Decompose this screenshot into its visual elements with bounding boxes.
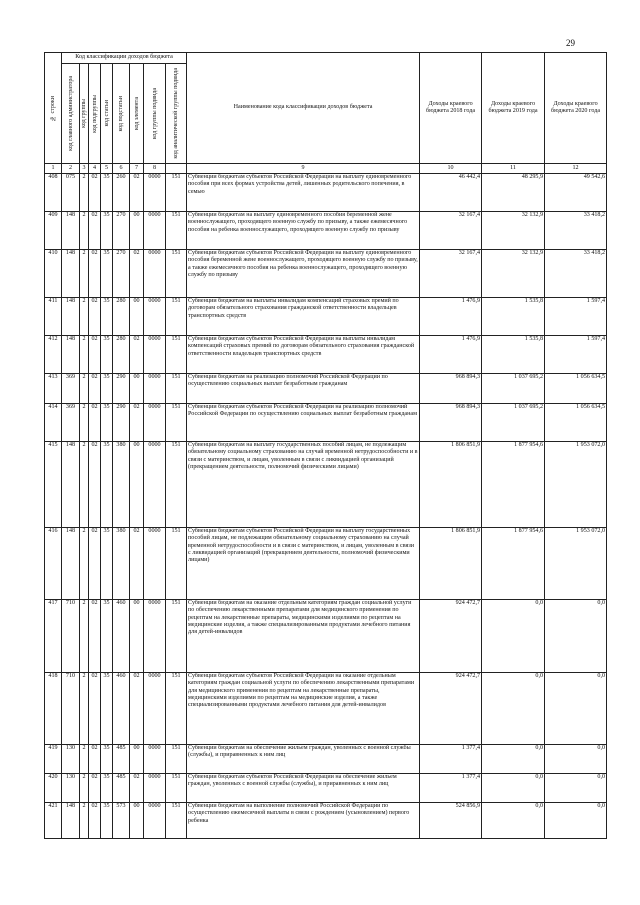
row-number-cell: 408	[45, 174, 62, 212]
subtype-group-code-cell: 0000	[144, 745, 166, 774]
income-2020-cell: 0,0	[545, 803, 607, 839]
analytic-group-code-cell: 151	[166, 336, 187, 374]
group-code-cell: 2	[80, 673, 89, 745]
element-code-header: код элемента	[130, 64, 144, 164]
income-name-cell: Субвенции бюджетам субъектов Российской Федерации на реализацию полномочий Российской Федерации по осуществлению социальных выплат безработным гражданам	[187, 404, 420, 442]
element-code-cell: 00	[130, 442, 144, 528]
year-2019-header: Доходы краевого бюджета 2019 года	[482, 53, 545, 164]
income-2019-cell: 0,0	[482, 600, 545, 673]
table-row	[45, 212, 607, 250]
subgroup-code-cell: 02	[89, 212, 101, 250]
income-2019-cell: 32 132,9	[482, 212, 545, 250]
income-2018-cell: 524 856,9	[420, 803, 482, 839]
subtype-group-code-cell: 0000	[144, 774, 166, 803]
income-2018-cell: 968 894,3	[420, 404, 482, 442]
income-2018-cell: 1 806 851,9	[420, 442, 482, 528]
income-name-cell: Субвенции бюджетам на обеспечение жильем граждан, уволенных с военной службы (службы), и приравненных к ним лиц	[187, 745, 420, 774]
row-number-cell: 416	[45, 528, 62, 600]
subtype-group-code-cell: 0000	[144, 803, 166, 839]
table-row	[45, 600, 607, 673]
income-2018-cell: 1 476,9	[420, 336, 482, 374]
element-code-cell: 02	[130, 174, 144, 212]
analytic-group-code-cell: 151	[166, 374, 187, 404]
subarticle-code-cell: 460	[113, 673, 130, 745]
row-number-cell: 412	[45, 336, 62, 374]
row-number-cell: 409	[45, 212, 62, 250]
subtype-group-code-cell: 0000	[144, 442, 166, 528]
col-num: 5	[101, 164, 113, 174]
col-num: 11	[482, 164, 545, 174]
table-row	[45, 174, 607, 212]
col-num: 9	[187, 164, 420, 174]
income-name-cell: Субвенции бюджетам субъектов Российской Федерации на выплаты инвалидам компенсаций страховых премий по договорам обязательного страхования гражданской ответственности владельцев транспортных средств	[187, 336, 420, 374]
table-row	[45, 442, 607, 528]
name-column-header: Наименование кода классификации доходов бюджета	[187, 53, 420, 164]
group-code-cell: 2	[80, 212, 89, 250]
income-2019-cell: 0,0	[482, 803, 545, 839]
income-name-cell: Субвенции бюджетам на выплату единовременного пособия беременной жене военнослужащего, проходящего военную службу по призыву, а также ежемесячного пособия на ребенка военнослужащего, проходящего военную службу по призыву	[187, 212, 420, 250]
admin-code-cell: 148	[62, 250, 80, 298]
admin-code-cell: 369	[62, 374, 80, 404]
analytic-group-code-cell: 151	[166, 745, 187, 774]
table-row	[45, 250, 607, 298]
article-code-cell: 35	[101, 250, 113, 298]
income-2019-cell: 1 037 695,2	[482, 374, 545, 404]
income-2018-cell: 1 377,4	[420, 745, 482, 774]
subtype-group-code-cell: 0000	[144, 250, 166, 298]
admin-code-cell: 710	[62, 600, 80, 673]
income-2019-cell: 1 535,8	[482, 298, 545, 336]
col-num: 12	[545, 164, 607, 174]
row-number-cell: 417	[45, 600, 62, 673]
col-num: 10	[420, 164, 482, 174]
income-name-cell: Субвенции бюджетам субъектов Российской Федерации на выплату государственных пособий лицам, не подлежащим обязательному социальному страхованию на случай временной нетрудоспособности и в связи с материнством, и лицам, уволенным в связи с ликвидацией организаций (прекращением деятельности, полномочий физическими лицами)	[187, 528, 420, 600]
income-2018-cell: 46 442,4	[420, 174, 482, 212]
subarticle-code-cell: 260	[113, 174, 130, 212]
article-code-cell: 35	[101, 600, 113, 673]
income-name-cell: Субвенции бюджетам субъектов Российской Федерации на выплату единовременного пособия беременной жене военнослужащего, проходящего военную службу по призыву, а также ежемесячного пособия на ребенка военнослужащего, проходящего военную службу по призыву	[187, 250, 420, 298]
group-code-cell: 2	[80, 336, 89, 374]
element-code-cell: 02	[130, 528, 144, 600]
article-code-cell: 35	[101, 212, 113, 250]
col-num: 7	[130, 164, 144, 174]
col-num: 3	[80, 164, 89, 174]
income-name-cell: Субвенции бюджетам на выплату государственных пособий лицам, не подлежащим обязательному социальному страхованию на случай временной нетрудоспособности и в связи с материнством, и лицам, уволенным в связи с ликвидацией организаций (прекращением деятельности, полномочий физическими лицами)	[187, 442, 420, 528]
group-code-cell: 2	[80, 174, 89, 212]
income-name-cell: Субвенции бюджетам на оказание отдельным категориям граждан социальной услуги по обеспечению лекарственными препаратами для медицинского применения по рецептам на лекарственные препараты, медицинскими изделиями по рецептам на медицинские изделия, а также специализированными продуктами лечебного питания для детей-инвалидов	[187, 600, 420, 673]
subgroup-code-header: код подгруппы	[89, 64, 101, 164]
row-number-cell: 421	[45, 803, 62, 839]
table-row	[45, 774, 607, 803]
income-2020-cell: 1 597,4	[545, 298, 607, 336]
element-code-cell: 00	[130, 803, 144, 839]
subgroup-code-cell: 02	[89, 174, 101, 212]
income-2020-cell: 0,0	[545, 673, 607, 745]
admin-code-cell: 148	[62, 442, 80, 528]
analytic-group-code-cell: 151	[166, 803, 187, 839]
income-2019-cell: 1 877 954,6	[482, 442, 545, 528]
income-2019-cell: 1 535,8	[482, 336, 545, 374]
year-2020-header: Доходы краевого бюджета 2020 года	[545, 53, 607, 164]
subarticle-code-cell: 573	[113, 803, 130, 839]
admin-code-cell: 130	[62, 774, 80, 803]
element-code-cell: 02	[130, 774, 144, 803]
income-2018-cell: 32 167,4	[420, 212, 482, 250]
subtype-group-code-cell: 0000	[144, 212, 166, 250]
article-code-cell: 35	[101, 336, 113, 374]
income-2020-cell: 49 542,6	[545, 174, 607, 212]
element-code-cell: 00	[130, 374, 144, 404]
col-num	[166, 164, 187, 174]
subgroup-code-cell: 02	[89, 600, 101, 673]
income-2020-cell: 1 953 072,0	[545, 528, 607, 600]
subgroup-code-cell: 02	[89, 442, 101, 528]
analytic-group-code-cell: 151	[166, 404, 187, 442]
income-2019-cell: 48 295,9	[482, 174, 545, 212]
income-2018-cell: 1 377,4	[420, 774, 482, 803]
table-row	[45, 673, 607, 745]
admin-code-cell: 075	[62, 174, 80, 212]
group-code-cell: 2	[80, 404, 89, 442]
table-row	[45, 374, 607, 404]
row-number-cell: 410	[45, 250, 62, 298]
subarticle-code-cell: 380	[113, 442, 130, 528]
subgroup-code-cell: 02	[89, 745, 101, 774]
row-number-cell: 413	[45, 374, 62, 404]
income-2020-cell: 1 056 634,5	[545, 374, 607, 404]
income-name-cell: Субвенции бюджетам субъектов Российской Федерации на обеспечение жильем граждан, уволенных с военной службы (службы), и приравненных к ним лиц	[187, 774, 420, 803]
analytic-group-code-cell: 151	[166, 774, 187, 803]
income-name-cell: Субвенции бюджетам на выполнение полномочий Российской Федерации по осуществлению ежемесячной выплаты в связи с рождением (усыновлением) первого ребенка	[187, 803, 420, 839]
analytic-group-code-cell: 151	[166, 528, 187, 600]
article-code-cell: 35	[101, 528, 113, 600]
admin-code-cell: 148	[62, 528, 80, 600]
element-code-cell: 00	[130, 298, 144, 336]
column-number-row	[45, 164, 607, 174]
income-2019-cell: 32 132,9	[482, 250, 545, 298]
income-2019-cell: 0,0	[482, 774, 545, 803]
income-2019-cell: 0,0	[482, 745, 545, 774]
row-number-cell: 411	[45, 298, 62, 336]
subarticle-code-cell: 270	[113, 250, 130, 298]
article-code-cell: 35	[101, 745, 113, 774]
article-code-cell: 35	[101, 803, 113, 839]
income-2020-cell: 0,0	[545, 600, 607, 673]
element-code-cell: 00	[130, 600, 144, 673]
subgroup-code-cell: 02	[89, 336, 101, 374]
page-number: 29	[566, 38, 575, 48]
col-num: 2	[62, 164, 80, 174]
table-row	[45, 803, 607, 839]
income-2019-cell: 0,0	[482, 673, 545, 745]
group-code-cell: 2	[80, 528, 89, 600]
subtype-group-code-cell: 0000	[144, 673, 166, 745]
subgroup-code-cell: 02	[89, 298, 101, 336]
subtype-group-code-cell: 0000	[144, 374, 166, 404]
table-row	[45, 528, 607, 600]
income-2020-cell: 33 418,2	[545, 212, 607, 250]
income-name-cell: Субвенции бюджетам на выплаты инвалидам компенсаций страховых премий по договорам обязательного страхования гражданской ответственности владельцев транспортных средств	[187, 298, 420, 336]
article-code-cell: 35	[101, 374, 113, 404]
analytic-group-code-cell: 151	[166, 212, 187, 250]
element-code-cell: 02	[130, 250, 144, 298]
element-code-cell: 02	[130, 336, 144, 374]
income-2020-cell: 0,0	[545, 774, 607, 803]
analytic-group-code-header: код аналитической группы подвида	[166, 64, 187, 164]
group-code-cell: 2	[80, 745, 89, 774]
income-2020-cell: 33 418,2	[545, 250, 607, 298]
admin-code-cell: 148	[62, 803, 80, 839]
group-code-cell: 2	[80, 774, 89, 803]
element-code-cell: 00	[130, 212, 144, 250]
subgroup-code-cell: 02	[89, 250, 101, 298]
income-2020-cell: 1 953 072,0	[545, 442, 607, 528]
group-code-cell: 2	[80, 298, 89, 336]
income-2020-cell: 0,0	[545, 745, 607, 774]
subarticle-code-cell: 270	[113, 212, 130, 250]
admin-code-cell: 710	[62, 673, 80, 745]
article-code-header: код статьи	[101, 64, 113, 164]
row-number-cell: 414	[45, 404, 62, 442]
col-num: 8	[144, 164, 166, 174]
subarticle-code-cell: 280	[113, 336, 130, 374]
col-num: 6	[113, 164, 130, 174]
col-num: 1	[45, 164, 62, 174]
row-number-cell: 415	[45, 442, 62, 528]
analytic-group-code-cell: 151	[166, 673, 187, 745]
income-name-cell: Субвенции бюджетам на реализацию полномочий Российской Федерации по осуществлению социальных выплат безработным гражданам	[187, 374, 420, 404]
table-row	[45, 745, 607, 774]
income-2020-cell: 1 597,4	[545, 336, 607, 374]
group-code-cell: 2	[80, 442, 89, 528]
table-row	[45, 336, 607, 374]
admin-code-cell: 148	[62, 336, 80, 374]
income-2018-cell: 32 167,4	[420, 250, 482, 298]
subarticle-code-cell: 485	[113, 774, 130, 803]
admin-code-header: код главного администратора	[62, 64, 80, 164]
subgroup-code-cell: 02	[89, 374, 101, 404]
table-row	[45, 404, 607, 442]
element-code-cell: 02	[130, 404, 144, 442]
income-2018-cell: 924 472,7	[420, 673, 482, 745]
income-name-cell: Субвенции бюджетам субъектов Российской Федерации на оказание отдельным категориям граждан социальной услуги по обеспечению лекарственными препаратами для медицинского применения по рецептам на лекарственные препараты, медицинскими изделиями по рецептам на медицинские изделия, а также специализированными продуктами лечебного питания для детей-инвалидов	[187, 673, 420, 745]
subarticle-code-cell: 280	[113, 298, 130, 336]
income-2018-cell: 1 806 851,9	[420, 528, 482, 600]
income-name-cell: Субвенции бюджетам субъектов Российской Федерации на выплату единовременного пособия при всех формах устройства детей, лишенных родительского попечения, в семью	[187, 174, 420, 212]
element-code-cell: 02	[130, 673, 144, 745]
subgroup-code-cell: 02	[89, 803, 101, 839]
element-code-cell: 00	[130, 745, 144, 774]
subtype-group-code-cell: 0000	[144, 528, 166, 600]
subarticle-code-header: код подстатьи	[113, 64, 130, 164]
admin-code-cell: 148	[62, 298, 80, 336]
table-row	[45, 298, 607, 336]
group-code-cell: 2	[80, 250, 89, 298]
income-2019-cell: 1 037 695,2	[482, 404, 545, 442]
analytic-group-code-cell: 151	[166, 174, 187, 212]
analytic-group-code-cell: 151	[166, 600, 187, 673]
subgroup-code-cell: 02	[89, 774, 101, 803]
income-2018-cell: 924 472,7	[420, 600, 482, 673]
analytic-group-code-cell: 151	[166, 298, 187, 336]
article-code-cell: 35	[101, 442, 113, 528]
row-number-header: № строки	[45, 53, 62, 164]
subtype-group-code-cell: 0000	[144, 336, 166, 374]
revenue-table	[44, 52, 607, 839]
subarticle-code-cell: 290	[113, 404, 130, 442]
year-2018-header: Доходы краевого бюджета 2018 года	[420, 53, 482, 164]
subtype-group-code-cell: 0000	[144, 174, 166, 212]
analytic-group-code-cell: 151	[166, 442, 187, 528]
col-num: 4	[89, 164, 101, 174]
subtype-group-code-header: код группы подвида	[144, 64, 166, 164]
group-code-cell: 2	[80, 374, 89, 404]
group-code-cell: 2	[80, 600, 89, 673]
income-2018-cell: 1 476,9	[420, 298, 482, 336]
group-code-header: код группы	[80, 64, 89, 164]
income-2020-cell: 1 056 634,5	[545, 404, 607, 442]
article-code-cell: 35	[101, 298, 113, 336]
article-code-cell: 35	[101, 673, 113, 745]
article-code-cell: 35	[101, 174, 113, 212]
subtype-group-code-cell: 0000	[144, 404, 166, 442]
subarticle-code-cell: 290	[113, 374, 130, 404]
article-code-cell: 35	[101, 404, 113, 442]
subgroup-code-cell: 02	[89, 404, 101, 442]
row-number-cell: 420	[45, 774, 62, 803]
subgroup-code-cell: 02	[89, 528, 101, 600]
admin-code-cell: 130	[62, 745, 80, 774]
subgroup-code-cell: 02	[89, 673, 101, 745]
subarticle-code-cell: 380	[113, 528, 130, 600]
subtype-group-code-cell: 0000	[144, 298, 166, 336]
subarticle-code-cell: 460	[113, 600, 130, 673]
admin-code-cell: 148	[62, 212, 80, 250]
subarticle-code-cell: 485	[113, 745, 130, 774]
admin-code-cell: 369	[62, 404, 80, 442]
income-2019-cell: 1 877 954,6	[482, 528, 545, 600]
table-body	[45, 174, 607, 839]
analytic-group-code-cell: 151	[166, 250, 187, 298]
group-code-cell: 2	[80, 803, 89, 839]
classification-group-header: Код классификации доходов бюджета	[62, 53, 187, 64]
row-number-cell: 419	[45, 745, 62, 774]
row-number-cell: 418	[45, 673, 62, 745]
article-code-cell: 35	[101, 774, 113, 803]
income-2018-cell: 968 894,3	[420, 374, 482, 404]
subtype-group-code-cell: 0000	[144, 600, 166, 673]
